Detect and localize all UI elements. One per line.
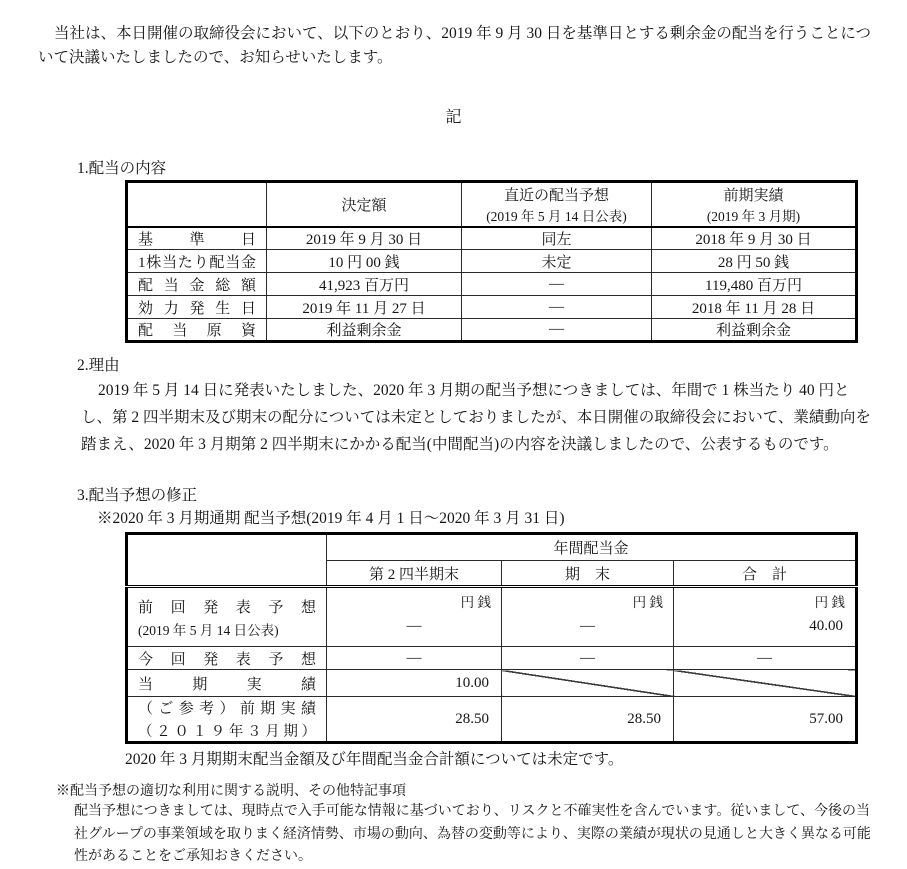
previous-value: 119,480 百万円: [652, 273, 857, 296]
decided-value: 2019 年 11 月 27 日: [267, 296, 462, 319]
q2-value: ―: [327, 647, 502, 670]
row-sublabel: （２０１９年３月期）: [138, 724, 316, 740]
section2-paragraph: 2019 年 5 月 14 日に発表いたしました、2020 年 3 月期の配当予想につきましては、年間で 1 株当たり 40 円とし、第 2 四半期末及び期末の配分については未定としておりましたが、本日開催の取締役会において、業績動向を踏まえ、2020 年 3 月期第 2 四半期末にかかる配当(中間配当)の内容を決議しましたので、公表するものです。: [81, 382, 871, 453]
table-row-record-date: [127, 227, 857, 250]
unit-label: 円 銭: [632, 595, 663, 610]
table-row-previous-forecast: [127, 587, 857, 647]
table1-header-empty-cell: [127, 182, 267, 227]
row-label: 今回発表予想: [127, 647, 327, 670]
row-label: 配当原資: [127, 319, 267, 342]
q2-value: 10.00: [327, 670, 502, 697]
table2-group-header-row: [127, 534, 857, 561]
total-value: ―: [674, 647, 857, 670]
row-label: 当期実績: [127, 670, 327, 697]
table-row-current-results: [127, 670, 857, 697]
row-label: 前回発表予想: [138, 599, 316, 616]
year-end-value: ―: [580, 618, 595, 634]
recent-forecast-label: 直近の配当予想: [503, 187, 609, 204]
table-row-dividend-per-share: [127, 250, 857, 273]
disclaimer-heading: ※配当予想の適切な利用に関する説明、その他特記事項: [56, 784, 406, 799]
table-row-total-dividends: [127, 273, 857, 296]
decided-value: 10 円 00 銭: [267, 250, 462, 273]
dividend-details-table: [125, 180, 858, 343]
q2-cell: [327, 587, 502, 647]
row-label: 配当金総額: [127, 273, 267, 296]
forecast-revision-subheading: ※2020 年 3 月期通期 配当予想(2019 年 4 月 1 日～2020 年 3 月 31 日): [97, 510, 565, 527]
recent-value: 同左: [462, 227, 652, 250]
previous-results-label: 前期実績: [723, 187, 784, 204]
q2-value: 28.50: [327, 697, 502, 743]
total-value: 40.00: [809, 618, 843, 634]
table-row-dividend-source: [127, 319, 857, 342]
unit-label: 円 銭: [814, 595, 845, 610]
col-header-q2-end: 第 2 四半期末: [327, 561, 502, 587]
decided-value: 2019 年 9 月 30 日: [267, 227, 462, 250]
year-end-value: ―: [502, 647, 674, 670]
recent-forecast-date: (2019 年 5 月 14 日公表): [486, 208, 627, 224]
total-slash-cell: [674, 670, 857, 697]
row-label: （ご参考）前期実績: [138, 701, 316, 717]
row-label-cell: [127, 587, 327, 647]
table-row-effective-date: [127, 296, 857, 319]
disclaimer-body: 配当予想につきましては、現時点で入手可能な情報に基づいており、リスクと不確実性を含んでいます。従いまして、今後の当社グループの事業領域を取りまく経済情勢、市場の動向、為替の変動等により、実際の業績が現状の見通しと大きく異なる可能性があることをご承知おきください。: [74, 804, 871, 864]
previous-value: 2018 年 11 月 28 日: [652, 296, 857, 319]
previous-value: 利益剰余金: [652, 319, 857, 342]
total-cell: [674, 587, 857, 647]
row-label: 1株当たり配当金: [127, 250, 267, 273]
table1-header-previous-results: [652, 182, 857, 227]
recent-value: ―: [462, 273, 652, 296]
table-row-current-forecast: [127, 647, 857, 670]
row-label-cell: [127, 697, 327, 743]
section2-heading: 2.理由: [77, 357, 120, 374]
decided-amount-label: 決定額: [341, 197, 387, 214]
recent-value: 未定: [462, 250, 652, 273]
table2-corner-cell: [127, 534, 327, 587]
section1-heading: 1.配当の内容: [77, 160, 167, 177]
row-sublabel: (2019 年 5 月 14 日公表): [138, 622, 279, 638]
table1-header-decided: [267, 182, 462, 227]
decided-value: 利益剰余金: [267, 319, 462, 342]
intro-paragraph: 当社は、本日開催の取締役会において、以下のとおり、2019 年 9 月 30 日を基準日とする剰余金の配当を行うことについて決議いたしましたので、お知らせいたします。: [38, 25, 872, 66]
table2-note: 2020 年 3 月期期末配当金額及び年間配当金合計額については未定です。: [125, 751, 624, 768]
previous-value: 2018 年 9 月 30 日: [652, 227, 857, 250]
q2-value: ―: [406, 618, 422, 634]
table1-header-recent-forecast: [462, 182, 652, 227]
forecast-revision-table: [125, 532, 858, 744]
previous-results-period: (2019 年 3 月期): [706, 208, 801, 224]
row-label: 効力発生日: [127, 296, 267, 319]
unit-label: 円 銭: [460, 595, 491, 610]
decided-value: 41,923 百万円: [267, 273, 462, 296]
total-value: 57.00: [674, 697, 857, 743]
year-end-value: 28.50: [502, 697, 674, 743]
section3-heading: 3.配当予想の修正: [77, 487, 198, 504]
table1-header-row: [127, 182, 857, 227]
row-label: 基準日: [127, 227, 267, 250]
table-row-previous-year-results: [127, 697, 857, 743]
previous-value: 28 円 50 銭: [652, 250, 857, 273]
recent-value: ―: [462, 296, 652, 319]
year-end-cell: [502, 587, 674, 647]
ki-marker: 記: [445, 109, 462, 126]
year-end-slash-cell: [502, 670, 674, 697]
col-header-total: 合 計: [674, 561, 857, 587]
annual-dividend-group-header: 年間配当金: [327, 534, 857, 561]
recent-value: ―: [462, 319, 652, 342]
col-header-year-end: 期 末: [502, 561, 674, 587]
